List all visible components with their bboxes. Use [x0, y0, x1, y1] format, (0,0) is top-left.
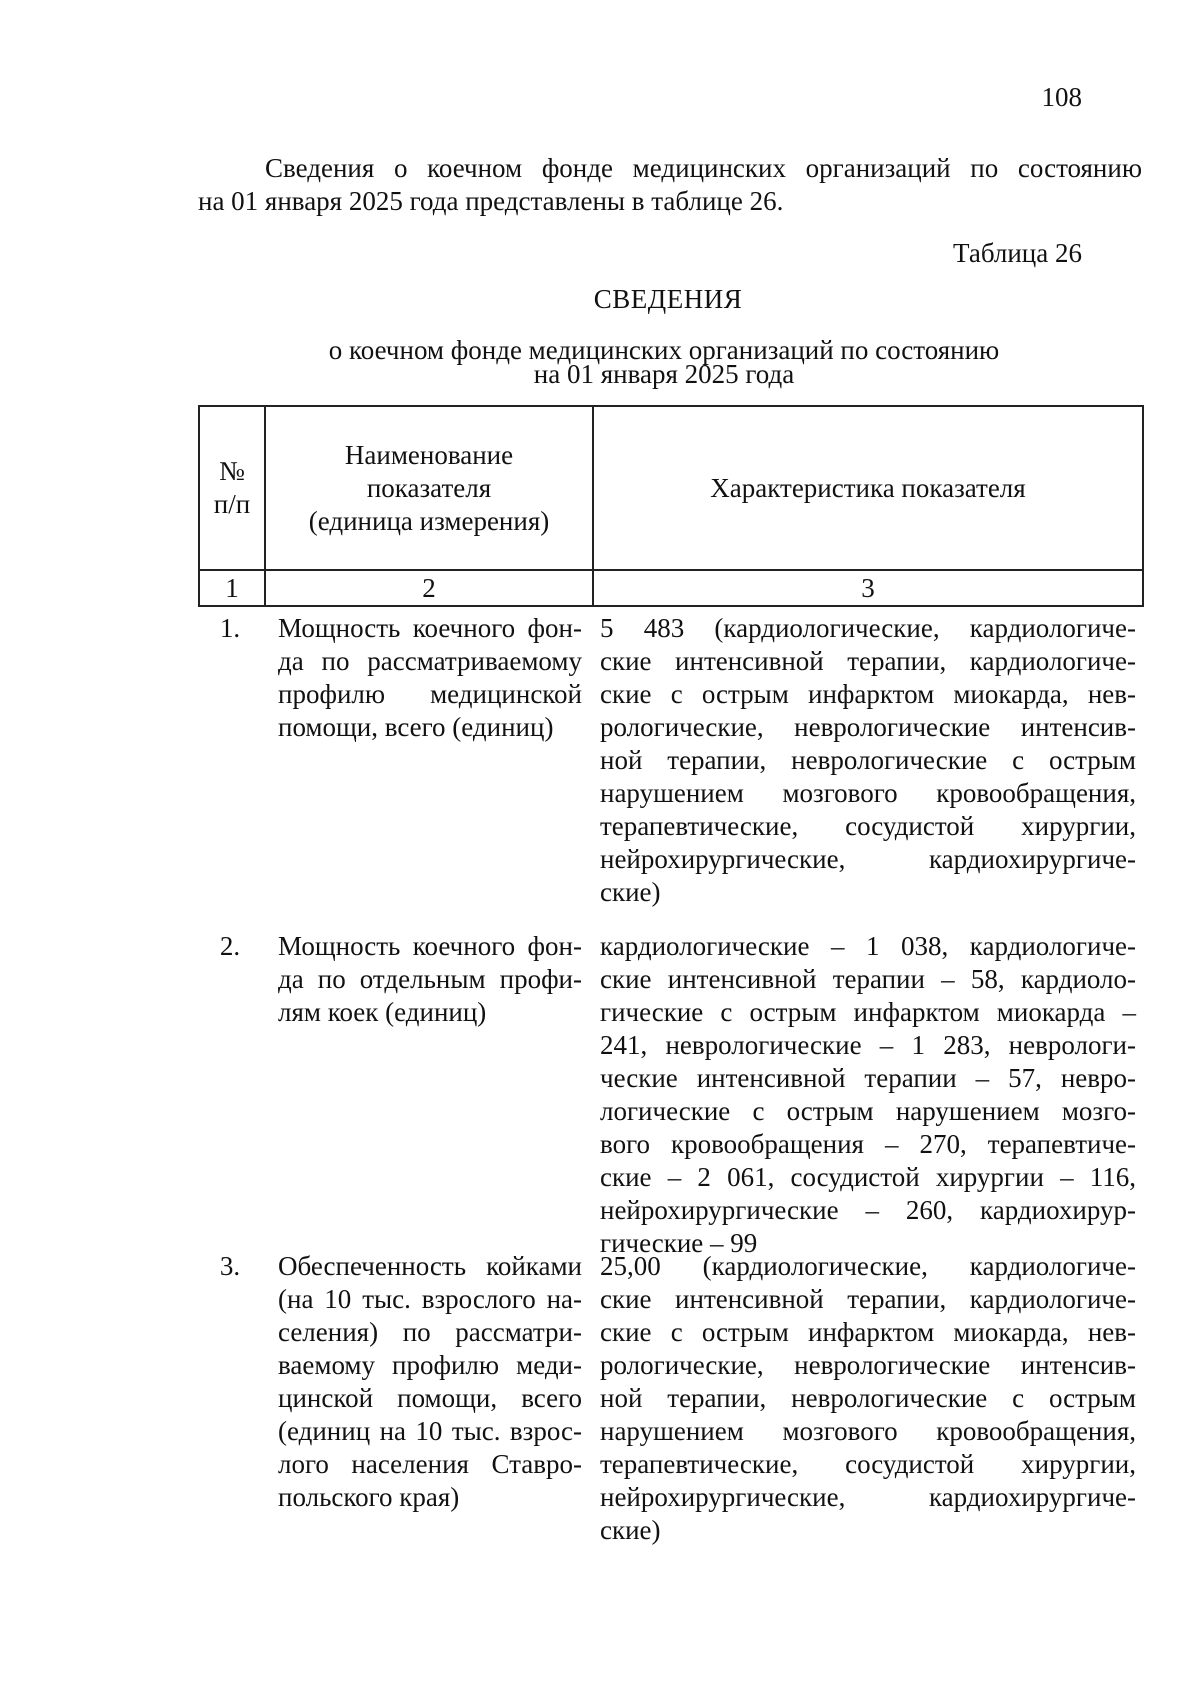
- header-num: [199, 406, 265, 570]
- header-num-line: №: [219, 456, 245, 486]
- indicator-description-line: вого кровообращения – 270, терапевтиче-: [600, 1129, 1136, 1159]
- table-header: [198, 405, 1144, 607]
- row-number: 3.: [219, 1251, 241, 1281]
- indicator-description-line: ческие интенсивной терапии – 57, невро-: [600, 1063, 1136, 1093]
- indicator-description-line: нейрохирургические, кардиохирургиче-: [600, 844, 1136, 874]
- indicator-description-line: нейрохирургические – 260, кардиохирур-: [600, 1195, 1136, 1225]
- column-number: 3: [593, 570, 1143, 606]
- indicator-description-line: терапевтические, сосудистой хирургии,: [600, 811, 1136, 841]
- indicator-name-line: (на 10 тыс. взрослого на-: [278, 1284, 582, 1314]
- indicator-name-line: ваемому профилю меди-: [278, 1350, 582, 1380]
- indicator-description-line: ной терапии, неврологические с острым: [600, 1383, 1136, 1413]
- indicator-description-line: логические с острым нарушением мозго-: [600, 1096, 1136, 1126]
- indicator-name-line: польского края): [278, 1482, 460, 1512]
- indicator-name-line: Мощность коечного фон-: [278, 931, 582, 961]
- indicator-name-line: цинской помощи, всего: [278, 1383, 582, 1413]
- indicator-description-line: нарушением мозгового кровообращения,: [600, 1416, 1136, 1446]
- indicator-description-line: нейрохирургические, кардиохирургиче-: [600, 1482, 1136, 1512]
- row-indicator-name: [278, 612, 582, 744]
- column-number: 1: [199, 570, 265, 606]
- subtitle-line: на 01 января 2025 года: [533, 359, 795, 389]
- row-indicator-name: [278, 1250, 582, 1514]
- indicator-description-line: 5 483 (кардиологические, кардиологиче-: [600, 613, 1136, 643]
- header-name-line: (единица измерения): [308, 505, 550, 536]
- indicator-description-line: гические с острым инфарктом миокарда –: [600, 997, 1136, 1027]
- indicator-description-line: нарушением мозгового кровообращения,: [600, 778, 1136, 808]
- indicator-name-line: (единиц на 10 тыс. взрос-: [278, 1416, 582, 1446]
- indicator-description-line: гические – 99: [600, 1228, 758, 1258]
- intro-line: Сведения о коечном фонде медицинских организаций по состоянию: [265, 153, 1142, 183]
- indicator-description-line: ские): [600, 877, 661, 907]
- page-number: 108: [1041, 82, 1082, 112]
- column-number: 2: [265, 570, 593, 606]
- indicator-description-line: ские интенсивной терапии – 58, кардиоло-: [600, 964, 1136, 994]
- header-name-line: показателя: [366, 472, 492, 503]
- row-number: 2.: [219, 931, 241, 961]
- row-indicator-description: [600, 1250, 1136, 1547]
- indicator-name-line: Мощность коечного фон-: [278, 613, 582, 643]
- indicator-description-line: ские интенсивной терапии, кардиологиче-: [600, 1284, 1136, 1314]
- column-number-row: [199, 570, 1143, 606]
- row-indicator-name: [278, 930, 582, 1029]
- indicator-description-line: 25,00 (кардиологические, кардиологиче-: [600, 1251, 1136, 1281]
- indicator-name-line: лям коек (единиц): [278, 997, 487, 1027]
- indicator-name-line: да по рассматриваемому: [278, 646, 582, 676]
- indicator-description-line: ские): [600, 1515, 661, 1545]
- header-name-line: Наименование: [344, 439, 514, 470]
- intro-line: на 01 января 2025 года представлены в таблице 26.: [198, 186, 784, 216]
- indicator-description-line: рологические, неврологические интенсив-: [600, 1350, 1136, 1380]
- document-subtitle: [300, 335, 1028, 389]
- indicator-name-line: да по отдельным профи-: [278, 964, 582, 994]
- indicator-description-line: ские с острым инфарктом миокарда, нев-: [600, 679, 1136, 709]
- row-indicator-description: [600, 612, 1136, 909]
- indicator-description-line: ские с острым инфарктом миокарда, нев-: [600, 1317, 1136, 1347]
- indicator-description-line: ские – 2 061, сосудистой хирургии – 116,: [600, 1162, 1136, 1192]
- indicator-description-line: ские интенсивной терапии, кардиологиче-: [600, 646, 1136, 676]
- intro-paragraph: [198, 152, 1142, 218]
- indicator-name-line: Обеспеченность койками: [278, 1251, 582, 1281]
- row-number: 1.: [219, 613, 241, 643]
- table-label: Таблица 26: [953, 238, 1082, 268]
- indicator-name-line: лого населения Ставро-: [278, 1449, 582, 1479]
- indicator-name-line: селения) по рассматри-: [278, 1317, 582, 1347]
- subtitle-line: о коечном фонде медицинских организаций по состоянию: [328, 335, 1000, 365]
- indicator-description-line: терапевтические, сосудистой хирургии,: [600, 1449, 1136, 1479]
- header-num-line: п/п: [213, 489, 251, 519]
- header-row: [199, 406, 1143, 570]
- header-name: [265, 406, 593, 570]
- indicator-description-line: кардиологические – 1 038, кардиологиче-: [600, 931, 1136, 961]
- indicator-description-line: 241, неврологические – 1 283, неврологи-: [600, 1030, 1136, 1060]
- document-title: СВЕДЕНИЯ: [593, 284, 743, 314]
- indicator-description-line: рологические, неврологические интенсив-: [600, 712, 1136, 742]
- row-indicator-description: [600, 930, 1136, 1260]
- indicator-name-line: профилю медицинской: [278, 679, 582, 709]
- indicator-name-line: помощи, всего (единиц): [278, 712, 554, 742]
- indicator-description-line: ной терапии, неврологические с острым: [600, 745, 1136, 775]
- header-desc: Характеристика показателя: [593, 406, 1143, 570]
